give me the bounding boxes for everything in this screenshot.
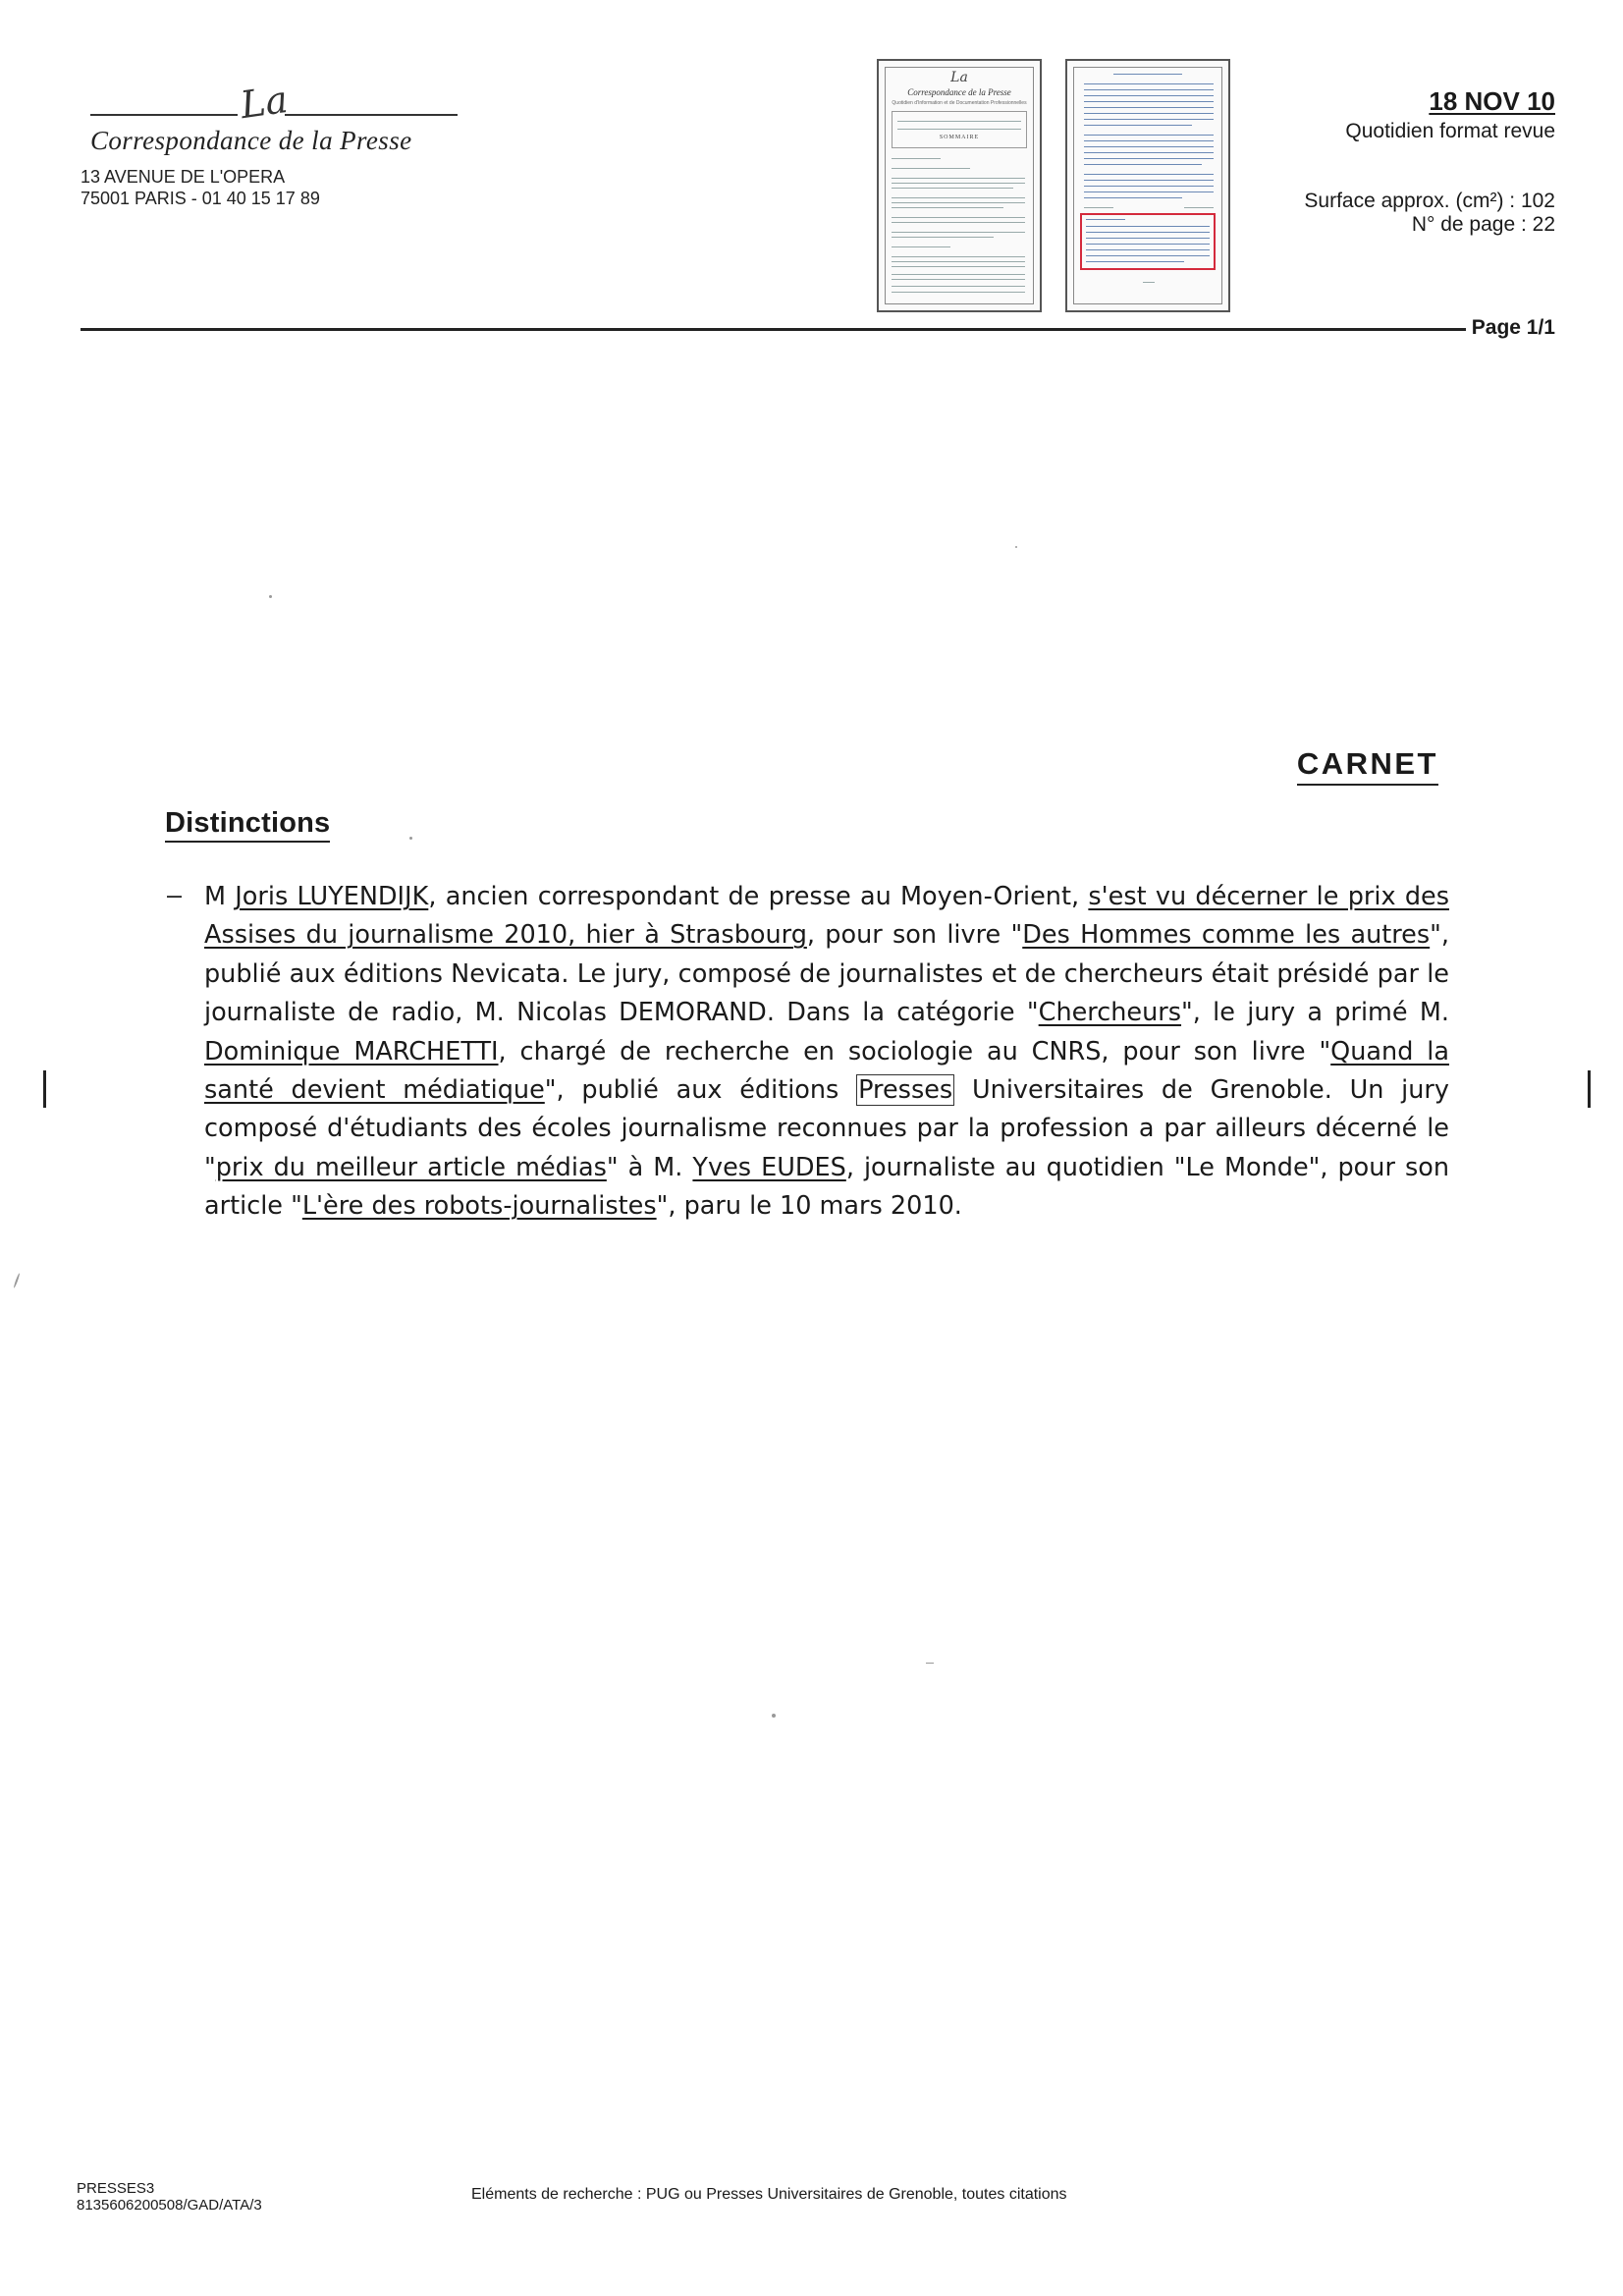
article-highlight-box: [1080, 213, 1216, 270]
address-street: 13 AVENUE DE L'OPERA: [81, 167, 286, 187]
underlined-phrase: Yves EUDES: [692, 1152, 846, 1182]
article-page-thumbnail: [1065, 59, 1230, 312]
logo-rule-left: [90, 114, 238, 116]
body-text: , chargé de recherche en sociologie au CNRS, pour son livre ": [498, 1036, 1331, 1066]
page-number: N° de page : 22: [1411, 213, 1555, 236]
body-text: , journaliste au quotidien "Le Monde", pour son article ": [204, 1152, 1450, 1222]
header-divider: [81, 328, 1473, 331]
scan-speck: [409, 837, 412, 840]
search-terms: Eléments de recherche : PUG ou Presses Universitaires de Grenoble, toutes citations: [471, 2186, 1067, 2203]
publication-format: Quotidien format revue: [1345, 120, 1555, 142]
body-text: M: [204, 882, 236, 911]
body-text: , ancien correspondant de presse au Moyen-Orient,: [428, 882, 1089, 911]
list-dash: –: [167, 880, 183, 909]
thumbnail-logo: La: [950, 70, 968, 85]
scan-speck: [269, 595, 272, 598]
article-body: [204, 878, 1449, 1227]
document-code-primary: PRESSES3: [77, 2180, 155, 2197]
section-title: Distinctions: [165, 807, 330, 843]
thumbnail-summary-heading: SOMMAIRE: [939, 135, 980, 140]
left-margin-mark: [43, 1070, 46, 1108]
underlined-phrase: L'ère des robots-journalistes: [301, 1191, 657, 1222]
publication-date: 18 NOV 10: [1429, 86, 1555, 116]
thumbnail-info-box: [892, 111, 1027, 148]
front-page-thumbnail: [877, 59, 1042, 312]
body-text: ", publié aux éditions: [544, 1075, 857, 1106]
underlined-phrase: Quand la santé devient médiatique: [204, 1036, 1449, 1106]
page-label: Page 1/1: [1466, 316, 1555, 340]
logo-rule-right: [285, 114, 458, 116]
body-text: ", le jury a primé M.: [1181, 998, 1449, 1028]
rubric-title: CARNET: [1297, 746, 1438, 786]
scan-speck: [926, 1663, 934, 1664]
publication-logo: La: [238, 77, 291, 128]
boxed-keyword: Presses: [858, 1075, 953, 1106]
underlined-phrase: Des Hommes comme les autres: [1022, 920, 1431, 951]
underlined-phrase: Dominique MARCHETTI: [204, 1036, 499, 1066]
thumbnail-title: Correspondance de la Presse: [907, 87, 1011, 97]
underlined-phrase: Chercheurs: [1038, 998, 1182, 1028]
body-text: Universitaires de Grenoble. Un jury composé d'étudiants des écoles journalisme reconnues par la profession a par ailleurs décerné le ": [204, 1075, 1450, 1182]
scan-speck: [13, 1273, 20, 1288]
document-codes: [77, 2180, 262, 2214]
document-code-secondary: 8135606200508/GAD/ATA/3: [77, 2197, 262, 2214]
surface-area: Surface approx. (cm²) : 102: [1304, 190, 1555, 212]
body-text: , pour son livre ": [806, 920, 1023, 951]
scan-speck: [772, 1714, 776, 1718]
publication-name: Correspondance de la Presse: [90, 126, 412, 155]
underlined-phrase: prix du meilleur article médias: [215, 1152, 607, 1182]
scan-speck: [1015, 546, 1017, 548]
right-margin-mark: [1588, 1070, 1591, 1108]
thumbnail-subtitle: Quotidien d'Information et de Documentation Professionnelles: [892, 100, 1027, 106]
body-text: ", paru le 10 mars 2010.: [656, 1191, 962, 1222]
address-city-phone: 75001 PARIS - 01 40 15 17 89: [81, 189, 320, 208]
underlined-phrase: s'est vu décerner le prix des Assises du journalisme 2010, hier à Strasbourg: [204, 882, 1449, 951]
body-text: ", publié aux éditions Nevicata. Le jury, composé de journalistes et de chercheurs était présidé par le journaliste de radio, M. Nicolas DEMORAND. Dans la catégorie ": [204, 920, 1449, 1028]
underlined-phrase: Joris LUYENDIJK: [235, 882, 429, 911]
body-text: " à M.: [606, 1152, 693, 1182]
